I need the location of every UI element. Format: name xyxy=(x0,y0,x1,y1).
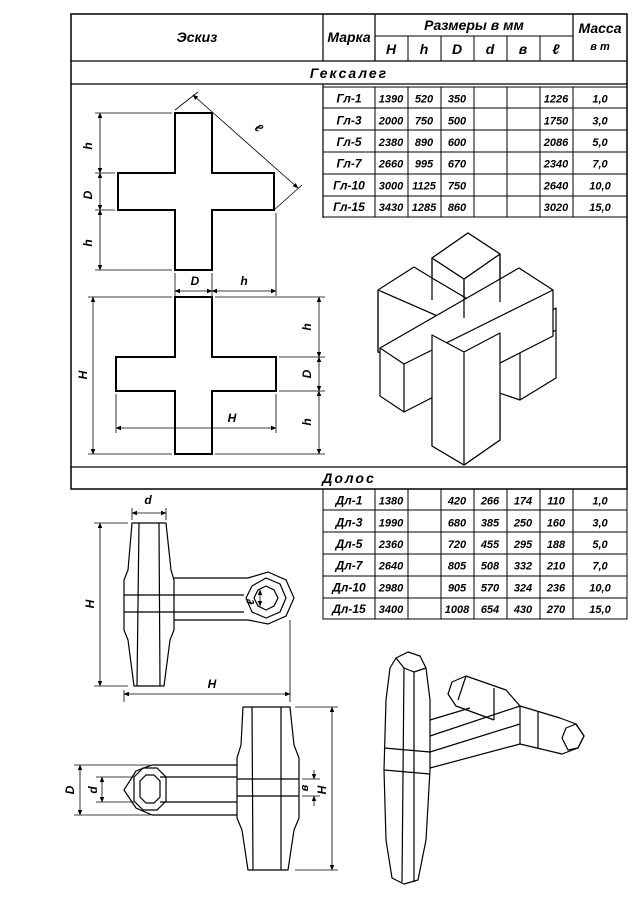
dolos-cell-mass: 5,0 xyxy=(592,538,608,551)
header-sketch: Эскиз xyxy=(176,29,218,45)
hexaleg-top-view-dims xyxy=(95,92,302,296)
dim-label-l-dolos: ℓ xyxy=(245,599,257,605)
dolos-cell-l: 270 xyxy=(546,603,566,616)
hexaleg-cell-l: 3020 xyxy=(543,201,569,214)
dolos-cell-D: 680 xyxy=(447,517,467,530)
dolos-cell-l: 236 xyxy=(546,582,566,595)
header-col-l: ℓ xyxy=(552,41,560,57)
dolos-table xyxy=(323,489,627,619)
dolos-cell-d: 654 xyxy=(480,603,500,616)
dolos-cell-d: 455 xyxy=(480,538,500,551)
hexaleg-cell-h: 890 xyxy=(414,136,434,149)
dim-label-H-side: H xyxy=(76,370,90,380)
dim-label-D-dolos: D xyxy=(63,785,77,795)
dolos-cell-H: 2360 xyxy=(378,538,404,551)
hexaleg-side-view-dims xyxy=(88,297,325,454)
dolos-cell-d: 266 xyxy=(480,495,500,508)
hexaleg-cell-H: 2660 xyxy=(378,158,404,171)
dim-label-H-dolos: H xyxy=(83,599,97,609)
hexaleg-cell-H: 2000 xyxy=(378,115,404,128)
dolos-cell-mass: 15,0 xyxy=(589,603,611,616)
dolos-cell-D: 905 xyxy=(447,582,467,595)
hexaleg-cell-mark: Гл-1 xyxy=(336,91,362,106)
hexaleg-cell-mass: 7,0 xyxy=(592,158,608,171)
hexaleg-cell-mass: 15,0 xyxy=(589,201,611,214)
hexaleg-cell-H: 3430 xyxy=(378,201,404,214)
dolos-cell-mark: Дл-3 xyxy=(335,515,363,530)
dolos-cell-b: 295 xyxy=(513,538,533,551)
dim-label-H-width: H xyxy=(227,411,237,425)
dolos-cell-b: 332 xyxy=(513,560,533,573)
hexaleg-cell-mark: Гл-10 xyxy=(333,178,365,193)
dim-label-H-dolos-width: H xyxy=(207,677,217,691)
dolos-isometric xyxy=(384,652,584,884)
dolos-side-view xyxy=(124,523,294,686)
dim-label-D-side: D xyxy=(300,369,314,379)
dolos-cell-l: 188 xyxy=(546,538,566,551)
hexaleg-cell-mark: Гл-3 xyxy=(336,113,362,128)
dim-label-D-top: D xyxy=(81,190,95,200)
hexaleg-cell-mark: Гл-15 xyxy=(333,199,365,214)
hexaleg-cell-mass: 1,0 xyxy=(592,93,608,106)
hexaleg-cell-H: 2380 xyxy=(378,136,404,149)
hexaleg-top-view xyxy=(118,113,274,270)
hexaleg-side-view xyxy=(116,297,276,454)
section-title-dolos: Долос xyxy=(322,470,376,486)
hexaleg-cell-l: 2086 xyxy=(543,136,569,149)
dolos-cell-mass: 10,0 xyxy=(589,582,611,595)
dolos-cell-mass: 3,0 xyxy=(592,517,608,530)
dolos-cell-D: 720 xyxy=(447,538,467,551)
dolos-cell-d: 570 xyxy=(480,582,500,595)
dolos-cell-l: 110 xyxy=(547,495,565,508)
hexaleg-cell-H: 3000 xyxy=(378,180,404,193)
dolos-cell-D: 420 xyxy=(447,495,467,508)
header-col-h: h xyxy=(419,41,429,57)
dolos-cell-mark: Дл-10 xyxy=(332,580,366,595)
header-mark: Марка xyxy=(327,29,371,45)
hexaleg-cell-mass: 10,0 xyxy=(589,180,611,193)
hexaleg-cell-h: 995 xyxy=(414,158,434,171)
hexaleg-cell-mark: Гл-5 xyxy=(336,134,362,149)
dolos-cell-mass: 7,0 xyxy=(592,560,608,573)
dolos-cell-H: 3400 xyxy=(378,603,404,616)
dolos-cell-D: 1008 xyxy=(444,603,470,616)
dim-label-d-dolos: d xyxy=(144,493,152,507)
hexaleg-cell-h: 520 xyxy=(414,93,434,106)
hexaleg-cell-l: 1226 xyxy=(543,93,569,106)
dim-label-d-dolos-front: d xyxy=(86,786,100,794)
hexaleg-cell-D: 860 xyxy=(447,201,467,214)
dim-label-D-bottom: D xyxy=(190,274,200,288)
dolos-cell-b: 250 xyxy=(513,517,533,530)
dolos-cell-H: 1990 xyxy=(378,517,404,530)
dolos-cell-H: 2640 xyxy=(378,560,404,573)
dolos-cell-l: 160 xyxy=(546,517,566,530)
hexaleg-cell-l: 2340 xyxy=(543,158,569,171)
hexaleg-cell-D: 500 xyxy=(447,115,467,128)
header-col-D: D xyxy=(451,41,463,57)
hexaleg-cell-D: 670 xyxy=(447,158,467,171)
hexaleg-cell-D: 600 xyxy=(447,136,467,149)
dolos-cell-mark: Дл-1 xyxy=(335,493,363,508)
hexaleg-cell-h: 1285 xyxy=(411,201,437,214)
header-col-d: d xyxy=(485,41,495,57)
header-mass-unit: в т xyxy=(590,41,610,53)
hexaleg-cell-D: 350 xyxy=(447,93,467,106)
header-col-b: в xyxy=(518,41,528,57)
hexaleg-cell-H: 1390 xyxy=(378,93,404,106)
hexaleg-table xyxy=(323,87,627,217)
dim-label-H-dolos-front: H xyxy=(315,785,329,795)
hexaleg-cell-mass: 3,0 xyxy=(592,115,608,128)
dolos-cell-H: 2980 xyxy=(378,582,404,595)
dolos-cell-d: 508 xyxy=(480,560,500,573)
table-frame xyxy=(71,14,627,489)
header-sizes: Размеры в мм xyxy=(424,17,524,33)
section-title-hexaleg: Гексалег xyxy=(309,65,389,81)
hexaleg-cell-mass: 5,0 xyxy=(592,136,608,149)
dolos-cell-mark: Дл-15 xyxy=(332,601,366,616)
dolos-cell-mark: Дл-5 xyxy=(335,536,363,551)
dim-label-h-top: h xyxy=(81,142,95,150)
dolos-cell-mass: 1,0 xyxy=(592,495,608,508)
dolos-front-view xyxy=(124,707,299,870)
dim-label-b-dolos: в xyxy=(299,784,311,792)
dolos-cell-b: 324 xyxy=(513,582,533,595)
dim-label-h-side: h xyxy=(300,323,314,331)
header-mass: Масса xyxy=(578,20,622,36)
dolos-cell-b: 430 xyxy=(513,603,533,616)
hexaleg-cell-h: 750 xyxy=(414,115,434,128)
dolos-cell-mark: Дл-7 xyxy=(335,558,363,573)
hexaleg-cell-l: 1750 xyxy=(543,115,569,128)
dolos-cell-l: 210 xyxy=(546,560,566,573)
hexaleg-cell-l: 2640 xyxy=(543,180,569,193)
dim-label-h-side-2: h xyxy=(300,418,314,426)
hexaleg-cell-mark: Гл-7 xyxy=(336,156,362,171)
dolos-cell-H: 1380 xyxy=(378,495,404,508)
hexaleg-cell-D: 750 xyxy=(447,180,467,193)
dolos-cell-D: 805 xyxy=(447,560,467,573)
dolos-cell-d: 385 xyxy=(480,517,500,530)
dim-label-l: ℓ xyxy=(251,120,266,136)
dim-label-h-bottom: h xyxy=(240,274,248,288)
header-col-H: H xyxy=(385,41,397,57)
hexaleg-isometric xyxy=(378,233,556,465)
hexaleg-cell-h: 1125 xyxy=(412,180,436,193)
dolos-cell-b: 174 xyxy=(513,495,533,508)
dim-label-h-top-2: h xyxy=(81,239,95,247)
